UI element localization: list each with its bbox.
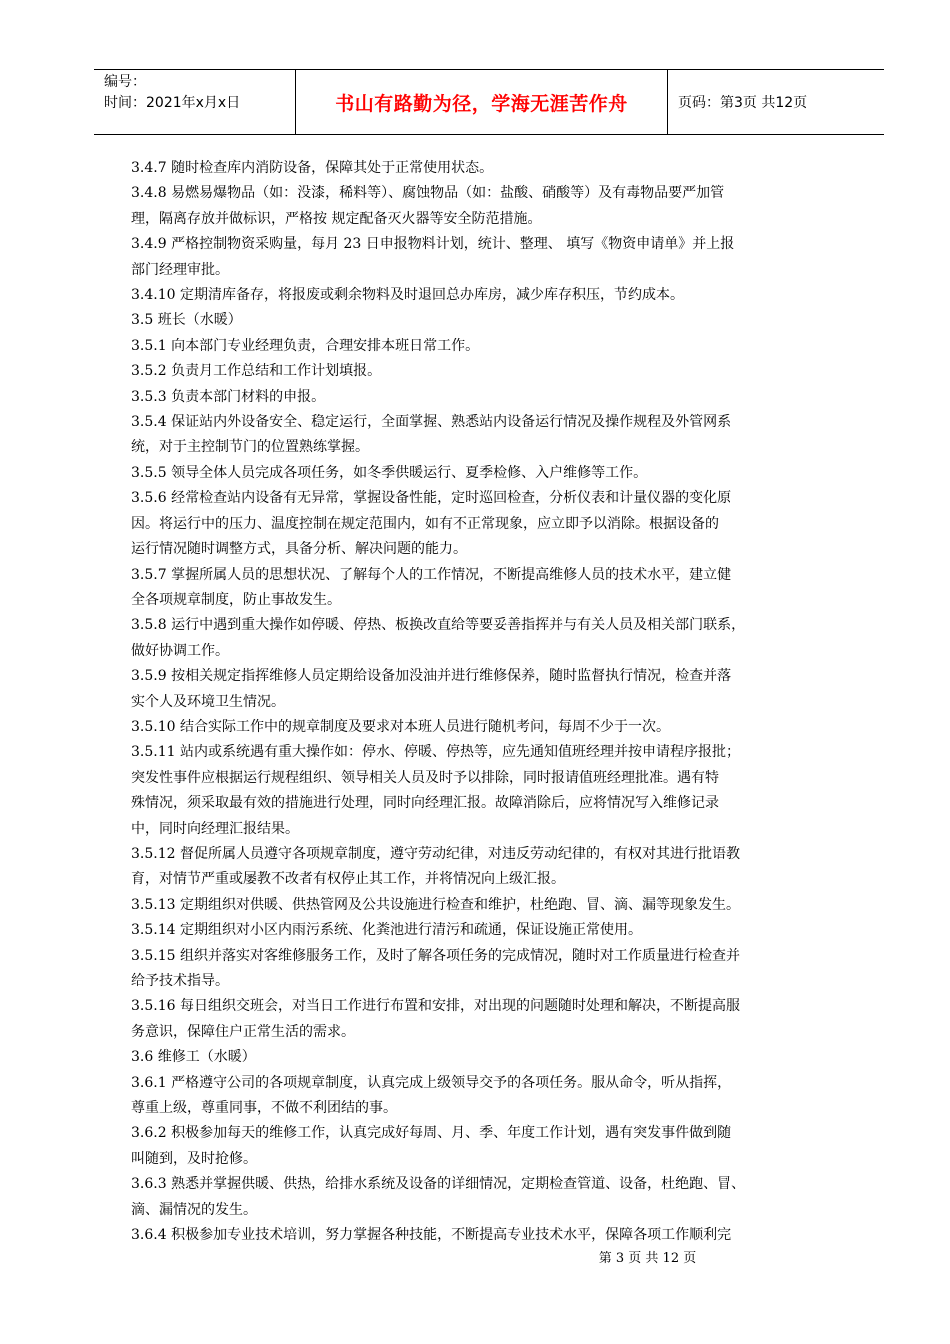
body-line: 3.5.5 领导全体人员完成各项任务，如冬季供暖运行、夏季检修、入户维修等工作。 <box>131 464 648 481</box>
body-line: 3.5.12 督促所属人员遵守各项规章制度，遵守劳动纪律，对违反劳动纪律的，有权对其进行批语教 <box>131 845 740 862</box>
body-line: 因。将运行中的压力、温度控制在规定范围内，如有不正常现象，应立即予以消除。根据设备的 <box>131 515 719 532</box>
body-line: 理，隔离存放并做标识，严格按 规定配备灭火器等安全防范措施。 <box>131 210 542 227</box>
document-time-label: 时间：2021年x月x日 <box>104 95 241 111</box>
body-line: 做好协调工作。 <box>131 642 229 659</box>
body-line: 3.5.4 保证站内外设备安全、稳定运行，全面掌握、熟悉站内设备运行情况及操作规程及外管网系 <box>131 414 732 431</box>
body-line: 3.4.8 易燃易爆物品（如：没漆，稀料等）、腐蚀物品（如：盐酸、硝酸等）及有毒物品要严加管 <box>131 185 725 202</box>
body-line: 3.4.10 定期清库备存，将报废或剩余物料及时退回总办库房，减少库存积压，节约成本。 <box>131 287 684 304</box>
body-line: 3.5.11 站内或系统遇有重大操作如：停水、停暖、停热等，应先通知值班经理并按申请程序报批； <box>131 744 740 761</box>
body-line: 中，同时向经理汇报结果。 <box>131 820 299 837</box>
header-left-cell <box>94 70 296 134</box>
page-footer: 第 3 页 共 12 页 <box>598 1251 697 1266</box>
body-line: 给予技术指导。 <box>131 973 229 989</box>
body-line: 育，对情节严重或屡教不改者有权停止其工作，并将情况向上级汇报。 <box>131 871 565 888</box>
body-line: 3.5.15 组织并落实对客维修服务工作，及时了解各项任务的完成情况，随时对工作质量进行检查并 <box>131 947 740 964</box>
body-line: 务意识，保障住户正常生活的需求。 <box>131 1023 355 1040</box>
body-line: 部门经理审批。 <box>131 261 229 278</box>
header-motto: 书山有路勤为径，学海无涯苦作舟 <box>296 70 668 134</box>
body-line: 3.6.2 积极参加每天的维修工作，认真完成好每周、月、季、年度工作计划，遇有突发事件做到随 <box>131 1125 732 1142</box>
body-line: 运行情况随时调整方式，具备分析、解决问题的能力。 <box>131 541 467 558</box>
body-line: 3.6 维修工（水暖） <box>131 1049 256 1066</box>
body-line: 3.5 班长（水暖） <box>131 312 242 329</box>
header-page-label: 页码：第3页 共12页 <box>678 95 808 111</box>
body-line: 尊重上级，尊重同事，不做不利团结的事。 <box>131 1100 397 1117</box>
body-line: 3.5.7 掌握所属人员的思想状况、了解每个人的工作情况，不断提高维修人员的技术水平，建立健 <box>131 566 732 583</box>
body-line: 全各项规章制度，防止事故发生。 <box>131 591 341 608</box>
body-line: 3.4.7 随时检查库内消防设备，保障其处于正常使用状态。 <box>131 160 494 176</box>
body-line: 实个人及环境卫生情况。 <box>131 693 285 710</box>
body-line: 3.4.9 严格控制物资采购量，每月 23 日申报物料计划，统计、整理、 填写《物资申请单》并上报 <box>131 236 735 253</box>
body-line: 滴、漏情况的发生。 <box>131 1201 257 1218</box>
body-line: 3.5.3 负责本部门材料的申报。 <box>131 388 326 405</box>
body-line: 3.5.1 向本部门专业经理负责，合理安排本班日常工作。 <box>131 337 480 354</box>
body-line: 3.5.2 负责月工作总结和工作计划填报。 <box>131 363 382 380</box>
body-line: 3.5.14 定期组织对小区内雨污系统、化粪池进行清污和疏通，保证设施正常使用。 <box>131 922 642 939</box>
document-body <box>131 156 851 1248</box>
body-line: 统，对于主控制节门的位置熟练掌握。 <box>131 439 369 456</box>
body-line: 3.5.10 结合实际工作中的规章制度及要求对本班人员进行随机考问，每周不少于一次。 <box>131 718 670 735</box>
page-header <box>94 69 884 135</box>
document-number-label: 编号： <box>104 74 146 90</box>
body-line: 突发性事件应根据运行规程组织、领导相关人员及时予以排除，同时报请值班经理批准。遇有特 <box>131 769 719 786</box>
body-line: 3.5.9 按相关规定指挥维修人员定期给设备加没油并进行维修保养，随时监督执行情况，检查并落 <box>131 668 732 685</box>
body-line: 3.5.16 每日组织交班会，对当日工作进行布置和安排，对出现的问题随时处理和解决，不断提高服 <box>131 998 740 1015</box>
body-line: 殊情况，须采取最有效的措施进行处理，同时向经理汇报。故障消除后，应将情况写入维修记录 <box>131 795 719 812</box>
body-line: 3.5.8 运行中遇到重大操作如停暖、停热、板换改直给等要妥善指挥并与有关人员及相关部门联系， <box>131 617 746 634</box>
body-line: 3.6.1 严格遵守公司的各项规章制度，认真完成上级领导交予的各项任务。服从命令，听从指挥， <box>131 1074 732 1091</box>
body-line: 3.6.3 熟悉并掌握供暖、供热，给排水系统及设备的详细情况，定期检查管道、设备，杜绝跑、冒、 <box>131 1176 746 1193</box>
body-line: 3.5.13 定期组织对供暖、供热管网及公共设施进行检查和维护，杜绝跑、冒、滴、漏等现象发生。 <box>131 896 740 913</box>
body-line: 3.5.6 经常检查站内设备有无异常，掌握设备性能，定时巡回检查，分析仪表和计量仪器的变化原 <box>131 490 732 507</box>
body-line: 3.6.4 积极参加专业技术培训，努力掌握各种技能，不断提高专业技术水平，保障各项工作顺利完 <box>131 1227 732 1244</box>
body-line: 叫随到，及时抢修。 <box>131 1150 257 1167</box>
